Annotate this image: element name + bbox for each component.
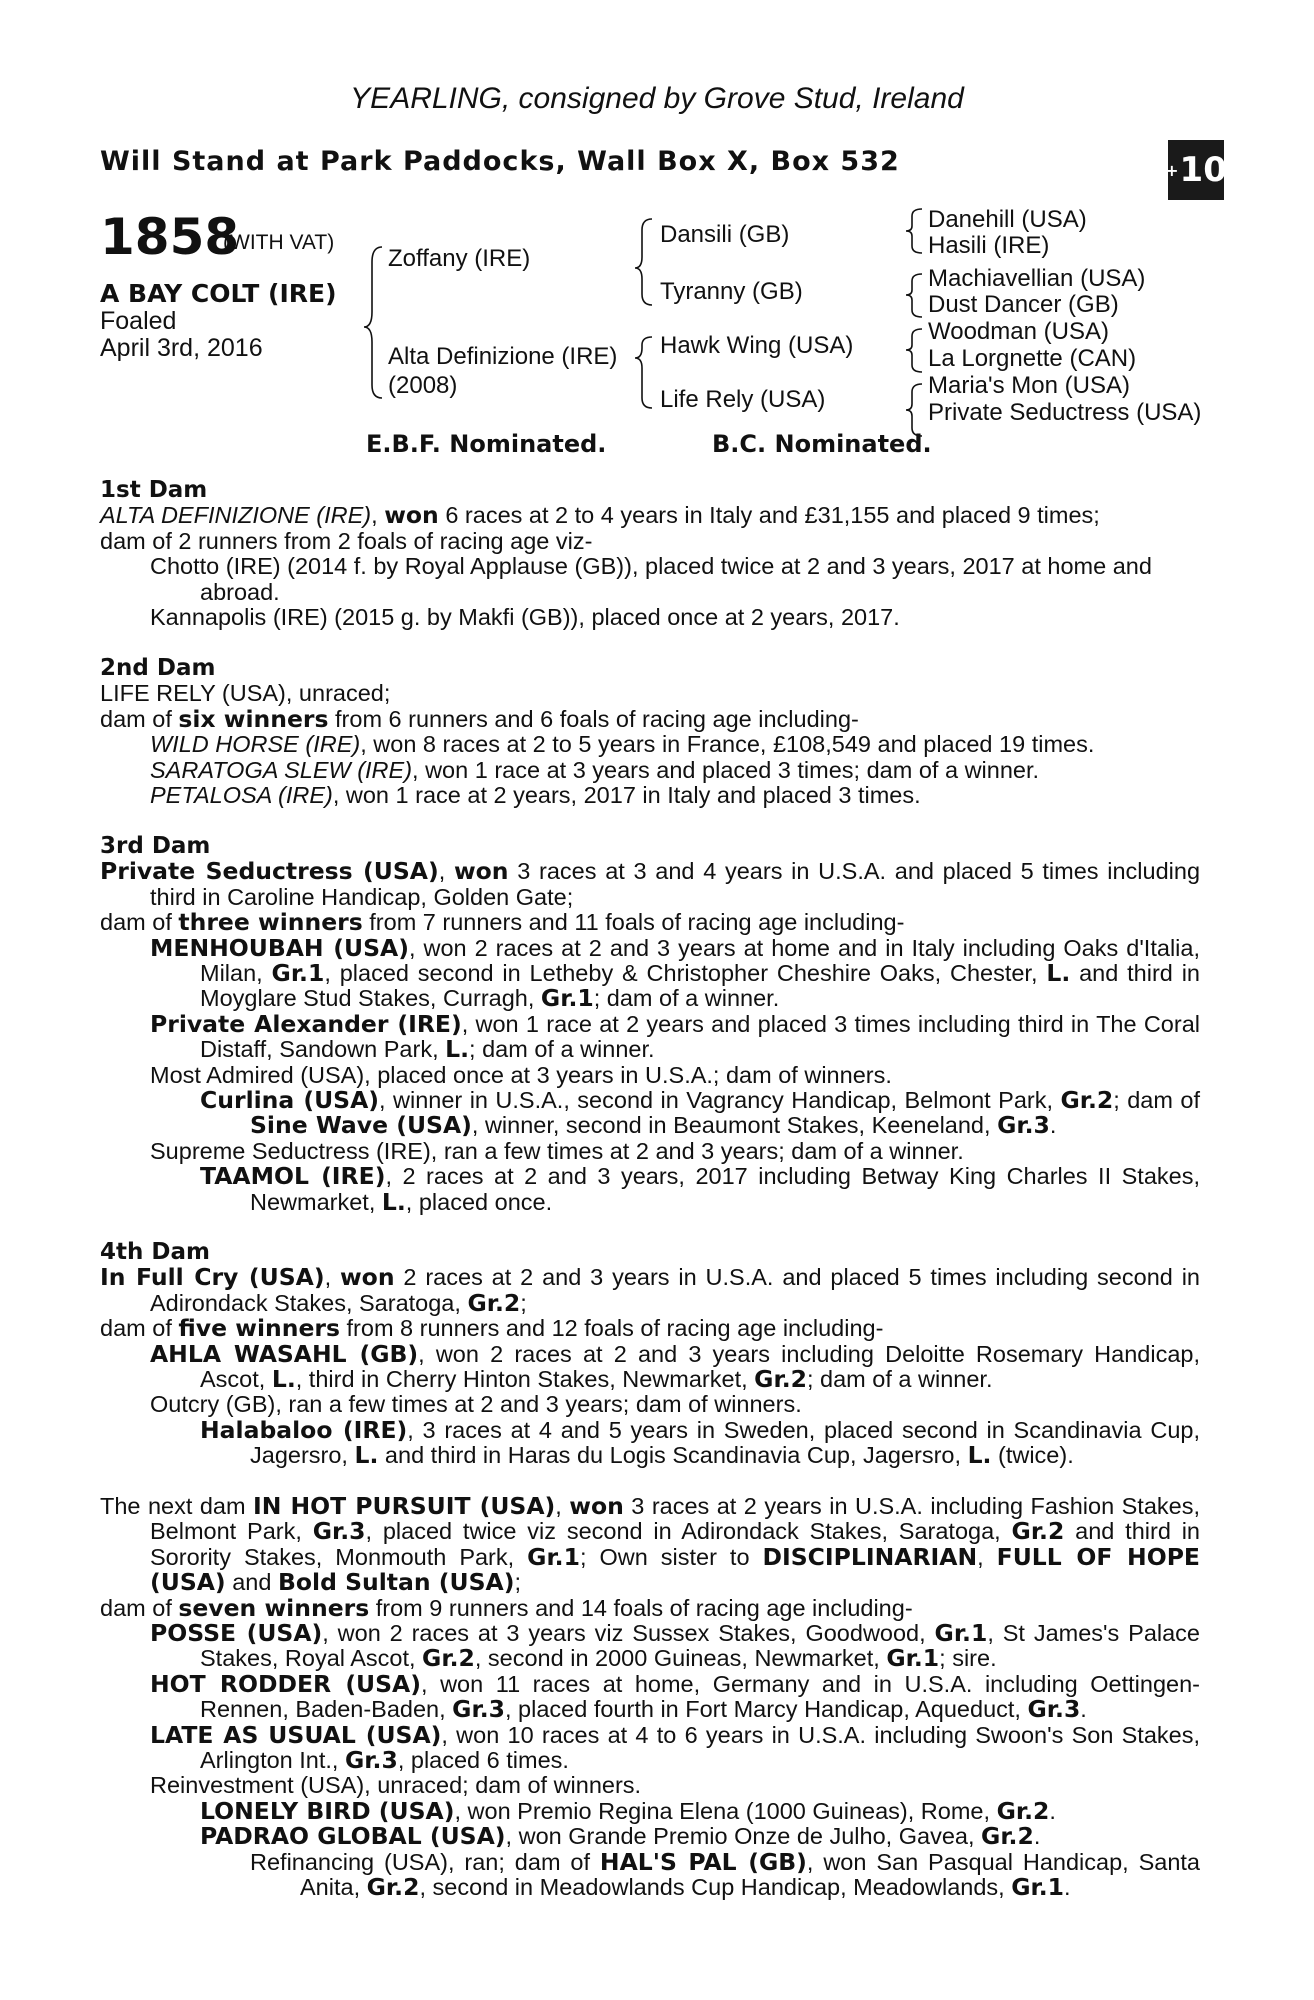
foal-text: , won 1 race at 3 years and placed 3 times; dam of a winner. xyxy=(412,756,1040,783)
second-dam-produce-intro xyxy=(100,704,1200,733)
dam-of-text: dam of xyxy=(100,705,179,732)
t: , won 10 races at 4 to 6 years in U.S.A. including Swoon's Son Stakes, Arlington Int., xyxy=(200,1721,1200,1774)
dam-year: (2008) xyxy=(388,372,458,399)
grade: L. xyxy=(271,1365,296,1394)
most-admired-entry: Most Admired (USA), placed once at 3 years in U.S.A.; dam of winners. xyxy=(150,1061,892,1088)
first-dam-name: ALTA DEFINIZIONE (IRE) xyxy=(100,502,372,529)
halabaloo-entry xyxy=(100,1415,1200,1470)
t: The next dam xyxy=(100,1493,253,1519)
horse-description: A BAY COLT (IRE) xyxy=(100,279,337,308)
t: ; dam of a winner. xyxy=(469,1036,655,1063)
t: , winner, second in Beaumont Stakes, Keeneland, xyxy=(471,1112,998,1139)
t: , won 2 races at 2 and 3 years including Deloitte Rosemary Handicap, Ascot, xyxy=(200,1340,1200,1393)
supreme-entry: Supreme Seductress (IRE), ran a few times at 2 and 3 years; dam of a winner. xyxy=(150,1137,964,1164)
first-dam-produce-intro: dam of 2 runners from 2 foals of racing age viz- xyxy=(100,527,593,554)
alexander-entry xyxy=(100,1009,1200,1064)
grade: Gr.3 xyxy=(1027,1695,1081,1724)
foal-name: LONELY BIRD (USA) xyxy=(200,1796,455,1825)
late-as-usual-entry xyxy=(100,1720,1200,1775)
t: , won 11 races at home, Germany and in U.S.A. including Oettingen-Rennen, Baden-Baden, xyxy=(200,1670,1200,1723)
first-dam-foal-1: Chotto (IRE) (2014 f. by Royal Applause (GB)), placed twice at 2 and 3 years, 2017 at home and abroad. xyxy=(150,553,1152,605)
second-dam-heading: 2nd Dam xyxy=(100,655,216,681)
foal-name: Private Alexander (IRE) xyxy=(150,1009,462,1038)
fourth-dam-name: In Full Cry (USA) xyxy=(100,1263,325,1292)
sep: , xyxy=(438,858,454,885)
t: , placed once. xyxy=(405,1188,553,1215)
won-label: won xyxy=(339,1263,395,1292)
t: 3 races at 2 years in U.S.A. including Fashion Stakes, Belmont Park, xyxy=(150,1493,1200,1545)
t: , placed second in Letheby & Christopher Cheshire Oaks, Chester, xyxy=(324,960,1047,987)
grade: Gr.1 xyxy=(1011,1873,1065,1902)
second-dam-foal-2 xyxy=(100,758,1200,783)
t: Refinancing (USA), ran; dam of xyxy=(250,1848,600,1875)
grade: Gr.3 xyxy=(997,1111,1050,1140)
dam-of-post: from 8 runners and 12 foals of racing age including- xyxy=(339,1315,884,1342)
foaled-label: Foaled xyxy=(100,307,177,335)
foal-name: PETALOSA (IRE) xyxy=(150,782,333,809)
won-label: won xyxy=(453,857,509,886)
dam-dam: Life Rely (USA) xyxy=(660,386,826,413)
t: . xyxy=(1064,1874,1071,1901)
sire-dam: Tyranny (GB) xyxy=(660,278,803,305)
t: ; Own sister to xyxy=(579,1543,763,1570)
winners-count: seven winners xyxy=(178,1593,370,1622)
badge-number: 10 xyxy=(1179,150,1227,190)
t: , won Grande Premio Onze de Julho, Gavea, xyxy=(505,1823,982,1850)
grade: L. xyxy=(445,1035,470,1064)
grade: Gr.2 xyxy=(1011,1517,1065,1546)
t: , second in 2000 Guineas, Newmarket, xyxy=(474,1645,887,1672)
grade: L. xyxy=(354,1441,379,1470)
won-label: won xyxy=(569,1492,624,1520)
grade: Gr.3 xyxy=(312,1517,366,1546)
grade: L. xyxy=(1046,959,1071,988)
grade: Gr.1 xyxy=(540,984,594,1013)
foal-name: POSSE (USA) xyxy=(150,1619,323,1648)
refinancing-entry xyxy=(100,1847,1200,1902)
third-dam-section xyxy=(100,834,1200,1215)
posse-entry xyxy=(100,1621,1200,1672)
t: , placed fourth in Fort Marcy Handicap, Aqueduct, xyxy=(504,1696,1028,1723)
second-dam-section xyxy=(100,656,1200,808)
t: and third in Moyglare Stud Stakes, Curragh, xyxy=(200,960,1200,1012)
second-dam-line: LIFE RELY (USA), unraced; xyxy=(100,680,391,707)
grade: Gr.2 xyxy=(467,1288,521,1317)
grade: Gr.1 xyxy=(934,1619,988,1648)
next-dam-produce-intro xyxy=(100,1593,1200,1622)
t: and xyxy=(225,1569,278,1596)
foaled-date: April 3rd, 2016 xyxy=(100,334,263,362)
t: , St James's Palace Stakes, Royal Ascot, xyxy=(200,1620,1201,1672)
first-dam-section xyxy=(100,478,1200,630)
foal-name: TAAMOL (IRE) xyxy=(200,1162,386,1191)
t: , won 2 races at 2 and 3 years at home and in Italy including Oaks d'Italia, Milan, xyxy=(200,934,1200,987)
ebf-nominated: E.B.F. Nominated. xyxy=(366,430,607,458)
gen3-1: Danehill (USA) xyxy=(928,206,1087,233)
third-dam-name: Private Seductress (USA) xyxy=(100,857,439,886)
t: (twice). xyxy=(991,1442,1074,1469)
next-dam-name: IN HOT PURSUIT (USA) xyxy=(253,1492,556,1520)
grade: Gr.2 xyxy=(996,1796,1050,1825)
dam-of-post: from 9 runners and 14 foals of racing age including- xyxy=(369,1594,913,1621)
t: , third in Cherry Hinton Stakes, Newmarket, xyxy=(295,1366,755,1393)
t: ; xyxy=(520,1289,527,1316)
t: , 2 races at 2 and 3 years, 2017 including Betway King Charles II Stakes, Newmarket, xyxy=(250,1163,1200,1215)
sire: Zoffany (IRE) xyxy=(388,245,531,272)
t: , winner in U.S.A., second in Vagrancy Handicap, Belmont Park, xyxy=(379,1087,1061,1114)
gen3-2: Hasili (IRE) xyxy=(928,232,1050,259)
sep: , xyxy=(324,1264,340,1291)
second-dam-foal-1 xyxy=(100,732,1200,757)
curlina-entry xyxy=(100,1088,1200,1139)
lot-badge xyxy=(1165,140,1227,200)
fourth-dam-produce-intro xyxy=(100,1316,1200,1341)
stand-location: Will Stand at Park Paddocks, Wall Box X, Box 532 xyxy=(100,146,900,177)
grade: Gr.2 xyxy=(366,1873,420,1902)
won-label: won xyxy=(384,501,439,530)
t: , won 1 race at 2 years and placed 3 times including third in The Coral Distaff, Sandown Park, xyxy=(200,1010,1200,1063)
grade: Gr.1 xyxy=(886,1644,940,1673)
t: . xyxy=(1080,1696,1087,1723)
t: , xyxy=(977,1543,997,1570)
third-dam-record-text: 3 races at 3 and 4 years in U.S.A. and placed 5 times including third in Caroline Handicap, Golden Gate; xyxy=(150,858,1201,910)
next-dam-record xyxy=(100,1494,1200,1596)
foal-name: LATE AS USUAL (USA) xyxy=(150,1720,442,1749)
first-dam-foal-2: Kannapolis (IRE) (2015 g. by Makfi (GB)), placed once at 2 years, 2017. xyxy=(150,604,900,631)
gen3-7: Maria's Mon (USA) xyxy=(928,372,1130,399)
t: 2 races at 2 and 3 years in U.S.A. and placed 5 times including second in Adirondack Stakes, Saratoga, xyxy=(150,1264,1200,1316)
third-dam-produce-intro xyxy=(100,910,1200,935)
foal-name: HOT RODDER (USA) xyxy=(150,1669,421,1698)
grade: Gr.2 xyxy=(1060,1086,1114,1115)
t: , won Premio Regina Elena (1000 Guineas), Rome, xyxy=(454,1797,997,1824)
grade: Gr.2 xyxy=(422,1644,475,1673)
t: , placed 6 times. xyxy=(397,1747,569,1774)
third-dam-heading: 3rd Dam xyxy=(100,833,211,859)
foal-text: , won 8 races at 2 to 5 years in France, £108,549 and placed 19 times. xyxy=(360,731,1095,758)
dam: Alta Definizione (IRE) xyxy=(388,343,618,370)
reinvestment-entry: Reinvestment (USA), unraced; dam of winners. xyxy=(150,1772,642,1799)
foal-name: WILD HORSE (IRE) xyxy=(150,731,361,758)
t: ; dam of xyxy=(1113,1087,1200,1114)
grade: Gr.1 xyxy=(527,1542,580,1571)
gen3-3: Machiavellian (USA) xyxy=(928,265,1146,292)
winners-count: six winners xyxy=(178,704,329,733)
first-dam-heading: 1st Dam xyxy=(100,477,208,503)
t: , won San Pasqual Handicap, Santa Anita, xyxy=(300,1848,1200,1901)
dam-of-post: from 7 runners and 11 foals of racing age including- xyxy=(362,909,905,936)
third-dam-record xyxy=(100,859,1200,910)
t: and third in Haras du Logis Scandinavia Cup, Jagersro, xyxy=(378,1442,968,1469)
t: . xyxy=(1033,1823,1041,1850)
winners-count: five winners xyxy=(178,1314,340,1343)
winners-count: three winners xyxy=(178,908,363,937)
dam-of-text: dam of xyxy=(100,1315,179,1342)
grade: L. xyxy=(967,1441,992,1470)
foal-name: Curlina (USA) xyxy=(200,1086,380,1115)
foal-name: AHLA WASAHL (GB) xyxy=(150,1339,419,1368)
hot-rodder-entry xyxy=(100,1669,1200,1724)
gen3-4: Dust Dancer (GB) xyxy=(928,291,1119,318)
t: . xyxy=(1049,1797,1056,1824)
foal-name: Halabaloo (IRE) xyxy=(200,1415,408,1444)
gen3-5: Woodman (USA) xyxy=(928,318,1109,345)
sibling-name: FULL OF HOPE (USA) xyxy=(150,1542,1200,1597)
padrao-global-entry xyxy=(100,1824,1200,1849)
foal-name: HAL'S PAL (GB) xyxy=(599,1847,807,1876)
grade: L. xyxy=(381,1187,406,1216)
grade: Gr.2 xyxy=(754,1365,807,1394)
consignment-header: YEARLING, consigned by Grove Stud, Ireland xyxy=(350,82,964,115)
taamol-entry xyxy=(100,1164,1200,1215)
sep: , xyxy=(555,1493,570,1519)
second-dam-foal-3 xyxy=(100,783,1200,808)
dam-of-text: dam of xyxy=(100,1594,179,1621)
grade: Gr.1 xyxy=(271,959,325,988)
t: ; dam of a winner. xyxy=(806,1366,993,1393)
foal-name: MENHOUBAH (USA) xyxy=(150,933,409,962)
first-dam-record: ALTA DEFINIZIONE (IRE), won 6 races at 2 to 4 years in Italy and £31,155 and placed 9 times; xyxy=(100,501,1100,530)
dam-of-text: dam of xyxy=(100,909,179,936)
fourth-dam-section xyxy=(100,1240,1200,1469)
grade: Gr.3 xyxy=(452,1695,505,1724)
t: , won 2 races at 3 years viz Sussex Stakes, Goodwood, xyxy=(322,1620,935,1647)
dam-sire: Hawk Wing (USA) xyxy=(660,332,854,359)
sire-sire: Dansili (GB) xyxy=(660,221,790,248)
lonely-bird-entry xyxy=(100,1796,1200,1825)
sibling-name: DISCIPLINARIAN xyxy=(762,1542,978,1571)
foal-text: , won 1 race at 2 years, 2017 in Italy and placed 3 times. xyxy=(332,782,921,809)
next-dam-section xyxy=(100,1494,1200,1901)
t: ; dam of a winner. xyxy=(593,985,780,1012)
t: and third in Sorority Stakes, Monmouth Park, xyxy=(150,1518,1201,1570)
foal-name: PADRAO GLOBAL (USA) xyxy=(200,1822,506,1851)
ahla-wasahl-entry xyxy=(100,1339,1200,1394)
grade: Gr.3 xyxy=(345,1746,398,1775)
gen3-6: La Lorgnette (CAN) xyxy=(928,345,1137,372)
lot-vat: (WITH VAT) xyxy=(223,231,335,254)
bc-nominated: B.C. Nominated. xyxy=(712,430,932,458)
lot-number: 1858 xyxy=(100,208,240,266)
menhoubah-entry xyxy=(100,933,1200,1013)
fourth-dam-heading: 4th Dam xyxy=(100,1239,210,1265)
fourth-dam-record xyxy=(100,1265,1200,1316)
dam-of-post: from 6 runners and 6 foals of racing age including- xyxy=(328,705,859,732)
gen3-8: Private Seductress (USA) xyxy=(928,399,1202,426)
foal-name: Sine Wave (USA) xyxy=(250,1111,472,1140)
t: , second in Meadowlands Cup Handicap, Meadowlands, xyxy=(419,1874,1012,1901)
foal-name: SARATOGA SLEW (IRE) xyxy=(150,756,413,783)
t: . xyxy=(1049,1112,1057,1139)
t: ; sire. xyxy=(939,1645,997,1672)
t: ; xyxy=(514,1569,522,1596)
outcry-entry: Outcry (GB), ran a few times at 2 and 3 years; dam of winners. xyxy=(150,1391,802,1418)
t: , 3 races at 4 and 5 years in Sweden, placed second in Scandinavia Cup, Jagersro, xyxy=(250,1416,1200,1469)
sibling-name: Bold Sultan (USA) xyxy=(277,1568,515,1597)
badge-plus: + xyxy=(1165,160,1179,180)
first-dam-record-text: 6 races at 2 to 4 years in Italy and £31,155 and placed 9 times; xyxy=(438,502,1100,529)
grade: Gr.2 xyxy=(981,1822,1034,1851)
t: , placed twice viz second in Adirondack Stakes, Saratoga, xyxy=(365,1518,1012,1545)
